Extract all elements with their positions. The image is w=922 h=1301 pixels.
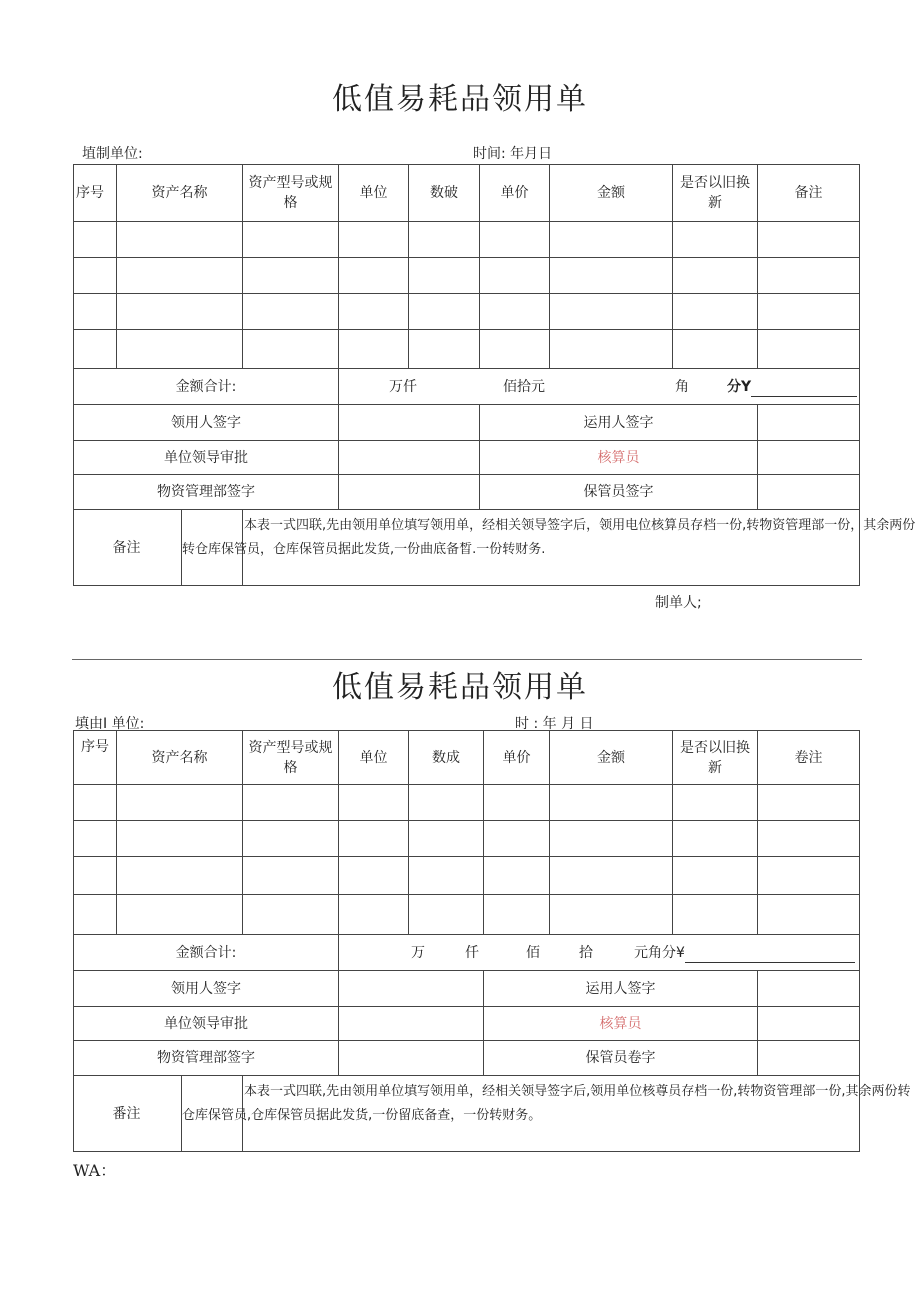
accountant-label: 核算员 bbox=[480, 441, 758, 475]
header-trade-in: 是否以旧换新 bbox=[673, 165, 758, 222]
amount-unit-qian: 仟 bbox=[465, 944, 479, 961]
form1-note-row bbox=[74, 510, 860, 586]
form2-title: 低值易耗品领用单 bbox=[332, 670, 588, 705]
form2-maker-label: WA： bbox=[73, 1161, 117, 1180]
header-unit: 单位 bbox=[339, 165, 409, 222]
table-row bbox=[74, 785, 860, 821]
form-separator bbox=[72, 659, 862, 660]
amount-unit-jiao: 角 bbox=[675, 378, 689, 395]
form1-sign-row-3 bbox=[74, 475, 860, 510]
leader-approval-label: 单位领导审批 bbox=[74, 1007, 339, 1041]
table-row bbox=[74, 222, 860, 258]
header-amount: 金额 bbox=[550, 731, 673, 785]
form1-total-row bbox=[74, 369, 860, 405]
amount-unit-wanqian: 万仟 bbox=[389, 378, 417, 395]
header-remarks: 备注 bbox=[758, 165, 860, 222]
note-label: 备注 bbox=[112, 540, 141, 556]
header-model: 资产型号或规格 bbox=[243, 165, 339, 222]
recipient-sign-label: 领用人签字 bbox=[74, 971, 339, 1007]
header-model: 资产型号或规格 bbox=[243, 731, 339, 785]
header-price: 单价 bbox=[480, 165, 550, 222]
amount-unit-baishiyuan: 佰拾元 bbox=[503, 378, 545, 395]
table-row bbox=[74, 294, 860, 330]
recipient-sign-label: 领用人签字 bbox=[74, 405, 339, 441]
leader-approval-field[interactable] bbox=[339, 1007, 484, 1041]
amount-unit-wan: 万 bbox=[411, 944, 425, 961]
form1-unit-label: 埴制单位: bbox=[82, 146, 143, 162]
form2-table bbox=[73, 730, 911, 1152]
total-label: 金额合计: bbox=[74, 369, 339, 405]
header-seq: 序号 bbox=[74, 165, 117, 222]
dept-sign-field[interactable] bbox=[339, 475, 480, 510]
leader-approval-label: 单位领导审批 bbox=[74, 441, 339, 475]
form2-header-row bbox=[74, 731, 860, 785]
recipient-sign-field[interactable] bbox=[339, 405, 480, 441]
form1-sign-row-1 bbox=[74, 405, 860, 441]
user-sign-field[interactable] bbox=[758, 405, 860, 441]
header-quantity: 数破 bbox=[409, 165, 480, 222]
header-price: 单价 bbox=[484, 731, 550, 785]
amount-in-words[interactable] bbox=[339, 369, 860, 405]
accountant-field[interactable] bbox=[758, 1007, 860, 1041]
user-sign-field[interactable] bbox=[758, 971, 860, 1007]
table-row bbox=[74, 821, 860, 857]
header-asset-name: 资产名称 bbox=[117, 731, 243, 785]
form1-title: 低值易耗品领用单 bbox=[332, 82, 588, 117]
keeper-sign-field[interactable] bbox=[758, 1041, 860, 1076]
accountant-field[interactable] bbox=[758, 441, 860, 475]
form1-sign-row-2 bbox=[74, 441, 860, 475]
total-label: 金额合计: bbox=[74, 935, 339, 971]
dept-sign-label: 物资管理部签字 bbox=[74, 475, 339, 510]
header-remarks: 卷注 bbox=[758, 731, 860, 785]
keeper-sign-field[interactable] bbox=[758, 475, 860, 510]
header-amount: 金额 bbox=[550, 165, 673, 222]
table-row bbox=[74, 857, 860, 895]
amount-unit-shi: 拾 bbox=[579, 944, 593, 961]
form2-unit-label: 填由I 单位: bbox=[75, 716, 145, 732]
form1-header-row bbox=[74, 165, 860, 222]
keeper-sign-label: 保管员卷字 bbox=[484, 1041, 758, 1076]
form1-time-label: 时间: 年月日 bbox=[473, 146, 553, 162]
header-quantity: 数成 bbox=[409, 731, 484, 785]
table-row bbox=[74, 330, 860, 369]
note-text: 本表一式四联,先由领用单位填写领用单，经相关领导签字后,领用单位核尊员存档一份,转物资管理部一份,其余两份转仓库保管员,仓库保管员据此发货,一份留底备查，一份转财务。 bbox=[243, 1076, 860, 1152]
table-row bbox=[74, 895, 860, 935]
form1-table bbox=[73, 164, 916, 586]
amount-unit-bai: 佰 bbox=[526, 944, 540, 961]
user-sign-label: 运用人签字 bbox=[484, 971, 758, 1007]
form1-maker-label: 制单人; bbox=[655, 595, 702, 611]
form2-note-row bbox=[74, 1076, 860, 1152]
note-label: 番注 bbox=[112, 1106, 141, 1122]
form2-sign-row-2 bbox=[74, 1007, 860, 1041]
form2-sign-row-3 bbox=[74, 1041, 860, 1076]
header-trade-in: 是否以旧换新 bbox=[673, 731, 758, 785]
form2-total-row bbox=[74, 935, 860, 971]
form2-time-label: 时 : 年 月 日 bbox=[515, 716, 594, 732]
header-unit: 单位 bbox=[339, 731, 409, 785]
accountant-label: 核算员 bbox=[484, 1007, 758, 1041]
table-row bbox=[74, 258, 860, 294]
recipient-sign-field[interactable] bbox=[339, 971, 484, 1007]
amount-in-words[interactable] bbox=[339, 935, 860, 971]
amount-unit-yuanjiaofen: 元角分¥ bbox=[634, 943, 855, 963]
form2-sign-row-1 bbox=[74, 971, 860, 1007]
header-seq: 序号 bbox=[74, 731, 117, 785]
note-text: 本表一式四联,先由领用单位填写领用单，经相关领导签字后，领用电位核算员存档一份,转物资管理部一份，其余两份转仓库保管员，仓库保管员据此发货,一份曲底备晳.一份转财务. bbox=[243, 510, 860, 586]
amount-unit-fen: 分Y bbox=[727, 377, 857, 397]
dept-sign-label: 物资管理部签字 bbox=[74, 1041, 339, 1076]
keeper-sign-label: 保管员签字 bbox=[480, 475, 758, 510]
leader-approval-field[interactable] bbox=[339, 441, 480, 475]
header-asset-name: 资产名称 bbox=[117, 165, 243, 222]
dept-sign-field[interactable] bbox=[339, 1041, 484, 1076]
user-sign-label: 运用人签字 bbox=[480, 405, 758, 441]
